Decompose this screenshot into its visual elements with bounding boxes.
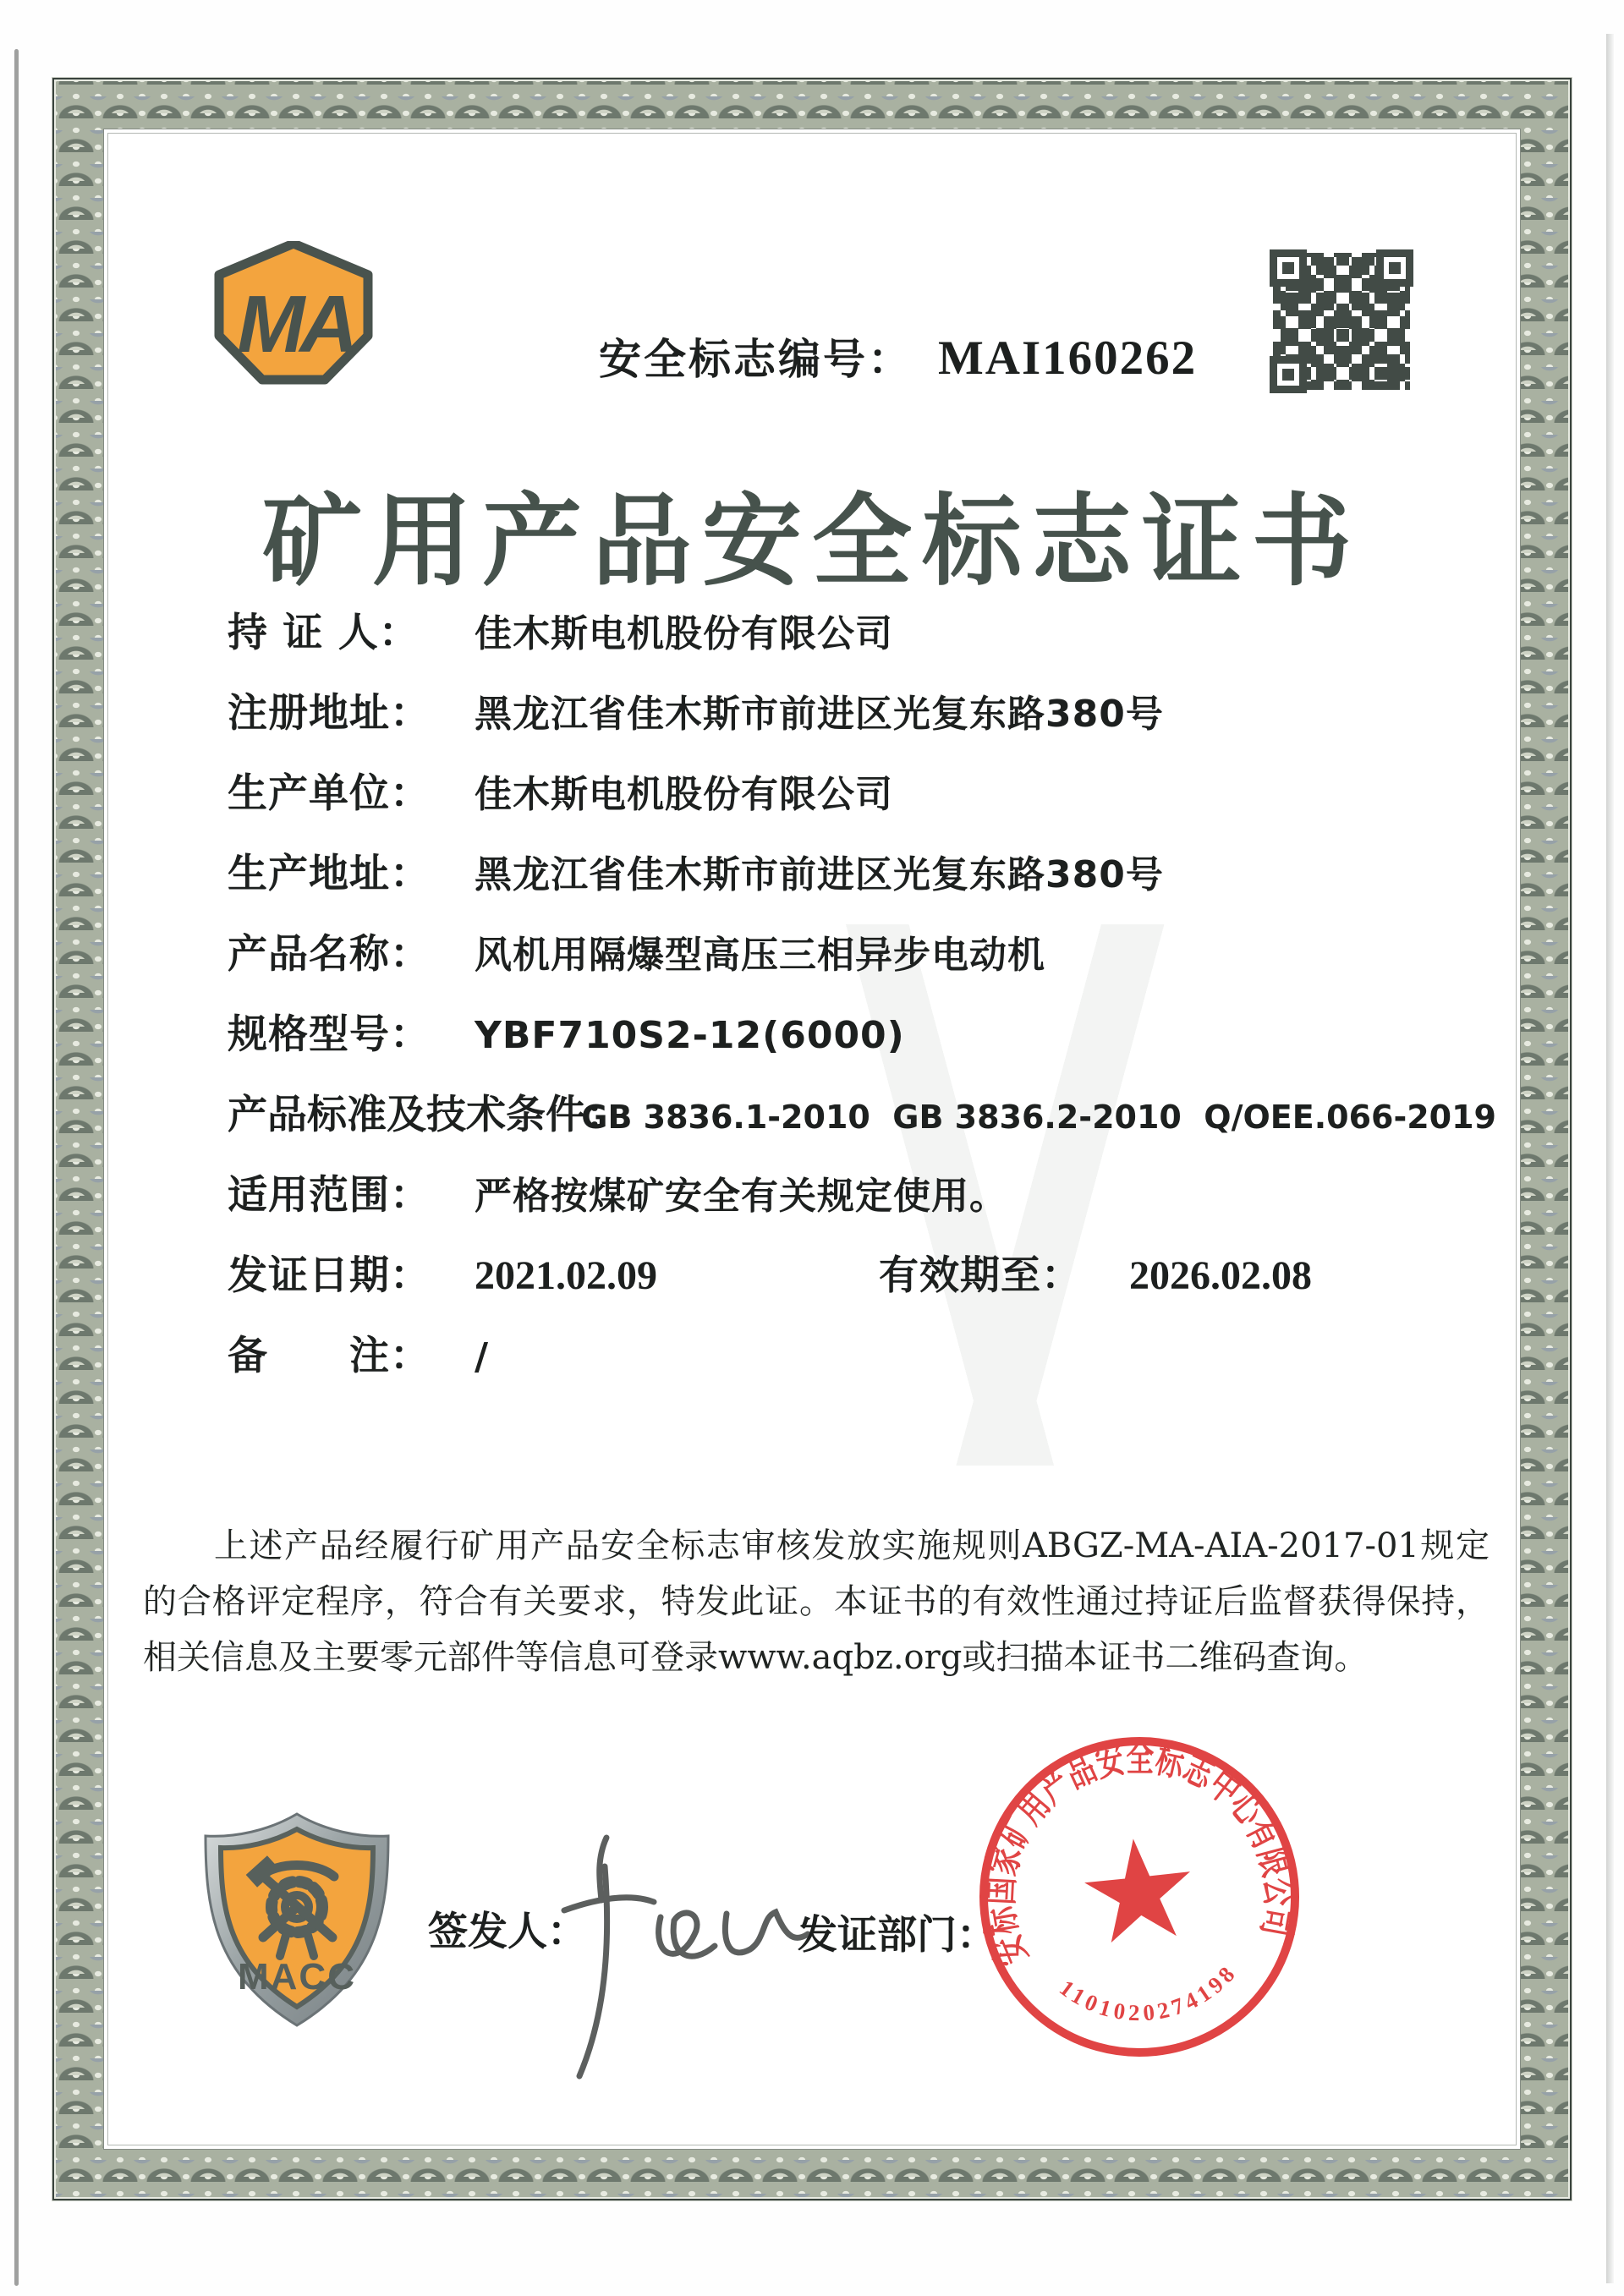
seal-ring-text: 安标国家矿用产品安全标志中心有限公司 — [974, 1733, 1304, 1972]
field-value: 佳木斯电机股份有限公司 — [475, 773, 893, 816]
safety-number-label: 安全标志编号： — [599, 335, 913, 384]
field-value: 严格按煤矿安全有关规定使用。 — [475, 1175, 1007, 1218]
field-row-model — [228, 1003, 1496, 1083]
macc-logo-text: MACC — [238, 1956, 356, 1997]
svg-text:1101020274198 — [1053, 1957, 1247, 2035]
macc-shield-logo — [199, 1809, 395, 2034]
qr-finder-icon — [1270, 356, 1307, 393]
official-red-seal — [957, 1715, 1322, 2080]
field-value: 佳木斯电机股份有限公司 — [475, 612, 893, 655]
scan-edge-artifact — [14, 49, 19, 2286]
field-row-dates — [228, 1244, 1496, 1324]
signer-label: 签发人： — [428, 1910, 587, 1954]
field-value: GB 3836.1-2010 GB 3836.2-2010 Q/OEE.066-2019 — [581, 1099, 1496, 1136]
certificate-sheet — [103, 129, 1521, 2150]
field-value: 黑龙江省佳木斯市前进区光复东路380号 — [475, 853, 1164, 896]
field-label: 适用范围： — [228, 1172, 431, 1219]
field-label: 产品标准及技术条件： — [228, 1092, 625, 1138]
field-row-manufacturer — [228, 762, 1496, 842]
field-value: 黑龙江省佳木斯市前进区光复东路380号 — [475, 693, 1164, 736]
qr-finder-icon — [1376, 249, 1413, 287]
field-label: 持 证 人： — [228, 610, 420, 656]
valid-until-label: 有效期至： — [879, 1252, 1082, 1299]
field-row-reg-address — [228, 682, 1496, 762]
field-row-scope — [228, 1164, 1496, 1244]
certificate-title: 矿用产品安全标志证书 — [261, 487, 1362, 598]
ma-logo-text: MA — [237, 279, 354, 370]
scan-edge-artifact — [1606, 34, 1614, 2283]
field-label: 生产单位： — [228, 770, 431, 817]
safety-number-line — [599, 326, 1197, 386]
field-row-holder — [228, 601, 1496, 682]
field-value: YBF710S2-12(6000) — [475, 1014, 905, 1057]
field-row-standards — [228, 1083, 1496, 1164]
safety-number-value: MAI160262 — [938, 332, 1198, 385]
field-label: 产品名称： — [228, 931, 431, 978]
qr-finder-icon — [1270, 249, 1307, 287]
field-label: 生产地址： — [228, 851, 431, 897]
issue-date-label: 发证日期： — [228, 1252, 431, 1299]
issue-date-value: 2021.02.09 — [475, 1253, 657, 1298]
valid-until-value: 2026.02.08 — [1129, 1253, 1312, 1298]
field-list — [228, 601, 1496, 1405]
signature-handwriting — [525, 1822, 820, 2110]
issuing-department-label: 发证部门： — [798, 1914, 996, 1958]
field-label: 规格型号： — [228, 1011, 431, 1058]
seal-star-icon — [1080, 1833, 1196, 1945]
field-row-remark — [228, 1324, 1496, 1405]
remark-value: / — [475, 1335, 490, 1378]
field-value: 风机用隔爆型高压三相异步电动机 — [475, 934, 1045, 977]
qr-code — [1265, 244, 1418, 398]
certification-statement: 上述产品经履行矿用产品安全标志审核发放实施规则ABGZ-MA-AIA-2017-01规定的合格评定程序，符合有关要求，特发此证。本证书的有效性通过持证后监督获得保持，相关信息及主要零元部件等信息可登录www.aqbz.org或扫描本证书二维码查询。 — [143, 1526, 1490, 1677]
seal-number: 1101020274198 — [1055, 1959, 1243, 2026]
ma-logo — [212, 241, 375, 385]
ornate-border — [52, 78, 1572, 2200]
field-row-prod-address — [228, 842, 1496, 923]
field-row-product-name — [228, 923, 1496, 1003]
remark-label: 备 注： — [228, 1333, 431, 1379]
field-label: 注册地址： — [228, 690, 431, 737]
